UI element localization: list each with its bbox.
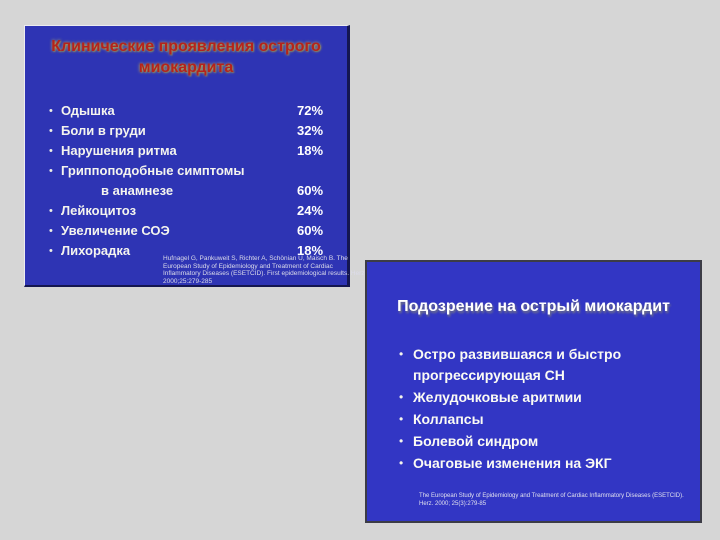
bullet-icon: • [399, 412, 404, 426]
citation-block [419, 492, 684, 508]
slide-suspected-myocarditis[interactable] [365, 260, 702, 523]
list-item [25, 183, 347, 201]
item-percent: 18% [297, 243, 324, 258]
list-item [25, 223, 347, 241]
citation-line: Hufnagel G, Pankuweit S, Richter A, Schönian U, Maisch B. The [163, 255, 348, 262]
citation-block [163, 255, 365, 285]
bullet-icon: • [399, 456, 404, 470]
item-percent: 24% [297, 203, 324, 218]
list-item [25, 123, 347, 141]
item-label: Лихорадка [61, 243, 131, 258]
item-percent: 72% [297, 103, 324, 118]
citation-line: The European Study of Epidemiology and Treatment of Cardiac Inflammatory Diseases (ESETCID). [419, 493, 684, 499]
citation-line: Herz. 2000; 25(3):279-85 [419, 501, 487, 507]
bullet-icon: • [49, 105, 53, 117]
list-item [25, 143, 347, 161]
bullet-icon: • [399, 390, 404, 404]
item-percent: 60% [297, 183, 324, 198]
bullet-icon: • [49, 245, 53, 257]
item-percent: 60% [297, 223, 324, 238]
list-item [25, 163, 347, 181]
slide1-title: Клинические проявления острого миокардита [51, 38, 321, 76]
item-label: Желудочковые аритмии [413, 389, 582, 405]
item-label: Увеличение СОЭ [61, 223, 170, 238]
bullet-icon: • [49, 145, 53, 157]
bullet-icon: • [49, 165, 53, 177]
item-label: Болевой синдром [413, 433, 539, 449]
slide2-title: Подозрение на острый миокардит [397, 298, 670, 315]
list-item [25, 103, 347, 121]
bullet-icon: • [399, 434, 404, 448]
citation-line: European Study of Epidemiology and Treatment of Cardiac [163, 262, 333, 270]
bullet-icon: • [399, 347, 404, 361]
item-label: Боли в груди [61, 123, 146, 138]
bullet-icon: • [49, 225, 53, 237]
citation-line: 2000;25:279-285 [163, 277, 213, 285]
list-item [25, 203, 347, 221]
bullet-icon: • [49, 205, 53, 217]
item-label: Лейкоцитоз [61, 203, 137, 218]
bullet-icon: • [49, 125, 53, 137]
item-percent: 18% [297, 143, 324, 158]
item-label: Нарушения ритма [61, 143, 177, 158]
item-label: Остро развившаяся и быстро прогрессирующая СН [413, 346, 622, 383]
item-label: Коллапсы [413, 411, 484, 427]
slide-clinical-manifestations[interactable] [24, 25, 365, 287]
item-label: Одышка [61, 103, 115, 118]
item-percent: 32% [297, 123, 324, 138]
citation-line: Inflammatory Diseases (ESETCID). First epidemiological results. Herz [163, 270, 365, 277]
item-label: в анамнезе [101, 183, 174, 198]
item-label: Гриппоподобные симптомы [61, 163, 245, 178]
item-label: Очаговые изменения на ЭКГ [413, 455, 612, 471]
